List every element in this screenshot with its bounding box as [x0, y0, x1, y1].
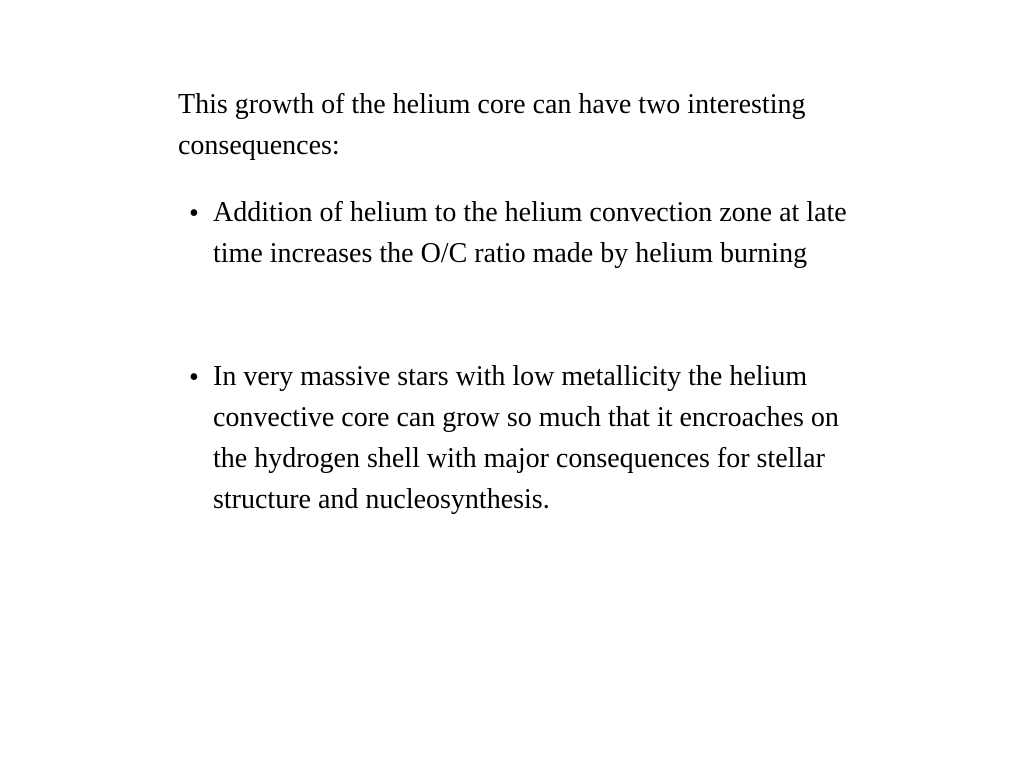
bullet-marker: •	[189, 198, 199, 229]
bullet-item	[178, 192, 878, 274]
bullet-item	[178, 356, 878, 520]
bullet-text: Addition of helium to the helium convection zone at late time increases the O/C ratio made by helium burning	[213, 197, 847, 269]
intro-text: This growth of the helium core can have two interesting consequences:	[178, 89, 806, 161]
bullet-marker: •	[189, 362, 199, 393]
bullet-text: In very massive stars with low metallicity the helium convective core can grow so much that it encroaches on the hydrogen shell with major consequences for stellar structure and nucleosynthesis.	[213, 361, 839, 515]
bullet-list	[178, 356, 878, 520]
bullet-list	[178, 192, 878, 274]
